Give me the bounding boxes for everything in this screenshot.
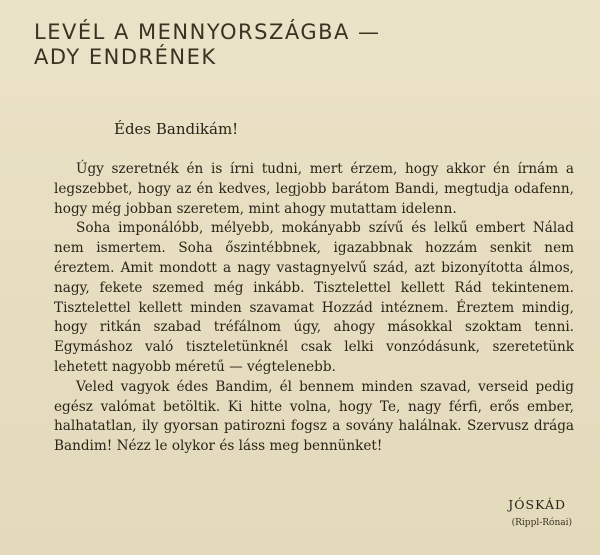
letter-paragraph: Soha imponálóbb, mélyebb, mokányabb szívű és lelkű embert Nálad nem ismertem. Soha őszintébbnek, igazabbnak hozzám senkit nem éreztem. Amit mondott a nagy vastagnyelvű szád, azt bizonyította álmos, nagy, fekete szemed még inkább. Tisztelettel kellett Rád tekintenem. Tisztelettel kellett minden szavamat Hozzád intéznem. Éreztem mindig, hogy ritkán szabad tréfálnom úgy, ahogy másokkal szoktam tenni. Egymáshoz való tiszteletünknél csak lelki vonzódásunk, szeretetünk lehetett nagyobb méretű — végtelenebb. [54,220,574,375]
page-title [34,20,381,70]
letter-paragraph: Úgy szeretnék én is írni tudni, mert érzem, hogy akkor én írnám a legszebbet, hogy az én kedves, legjobb barátom Bandi, megtudja odafenn, hogy még jobban szeretem, mint ahogy mutattam idelenn. [54,161,574,217]
letter-salutation: Édes Bandikám! [114,120,239,138]
signature-note: (Rippl-Rónai) [511,518,572,528]
letter-paragraph: Veled vagyok édes Bandim, él bennem minden szavad, verseid pedig egész valómat betöltik. Ki hitte volna, hogy Te, nagy férfi, erős ember, halhatatlan, ily gyorsan patirozni fogsz a sovány halálnak. Szervusz drága Bandim! Nézz le olykor és láss meg bennünket! [54,378,574,455]
letter-body [54,160,574,457]
title-line-2: ADY ENDRÉNEK [34,45,217,69]
letter-signature: JÓSKÁD [508,497,566,512]
title-line-1: LEVÉL A MENNYORSZÁGBA — [34,20,381,44]
